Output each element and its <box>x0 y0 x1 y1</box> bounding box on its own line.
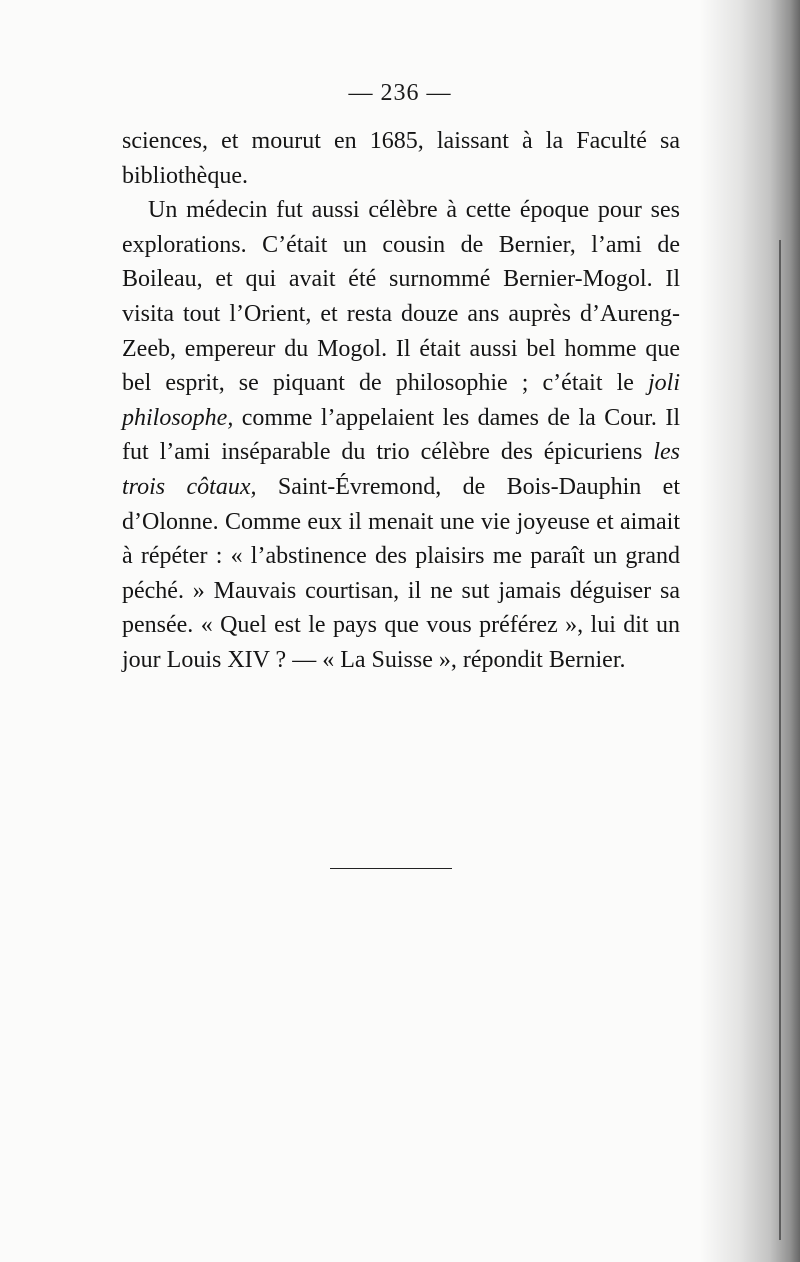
paragraph <box>122 124 680 193</box>
page-gutter-shadow <box>779 240 781 1240</box>
italic-text-run: joli philosophe, <box>122 370 680 431</box>
text-run: sciences, et mourut en 1685, laissant à la Faculté sa bibliothèque. <box>122 128 680 189</box>
text-run: comme l’appelaient les dames de la Cour. Il fut l’ami inséparable du trio célèbre des épicuriens <box>122 404 680 466</box>
paragraph <box>122 193 680 677</box>
text-run: Saint-Évremond, de Bois-Dauphin et d’Olonne. Comme eux il menait une vie joyeuse et aimait à répéter : « l’abstinence des plaisirs me paraît un grand péché. » Mauvais courtisan, il ne sut jamais déguiser sa pensée. « Quel est le pays que vous préférez », lui dit un jour Louis XIV ? — « La Suisse », répondit Bernier. <box>122 473 680 673</box>
end-of-chapter-rule <box>330 868 452 869</box>
page-number: — 236 — <box>348 80 452 106</box>
text-run: Un médecin fut aussi célèbre à cette époque pour ses explorations. C’était un cousin de Bernier, l’ami de Boileau, et qui avait été surnommé Bernier-Mogol. Il visita tout l’Orient, et resta douze ans auprès d’Aureng-Zeeb, empereur du Mogol. Il était aussi bel homme que bel esprit, se piquant de philosophie ; c’était le <box>122 197 680 397</box>
body-text <box>122 124 680 678</box>
italic-text-run: les trois côtaux, <box>122 439 680 500</box>
